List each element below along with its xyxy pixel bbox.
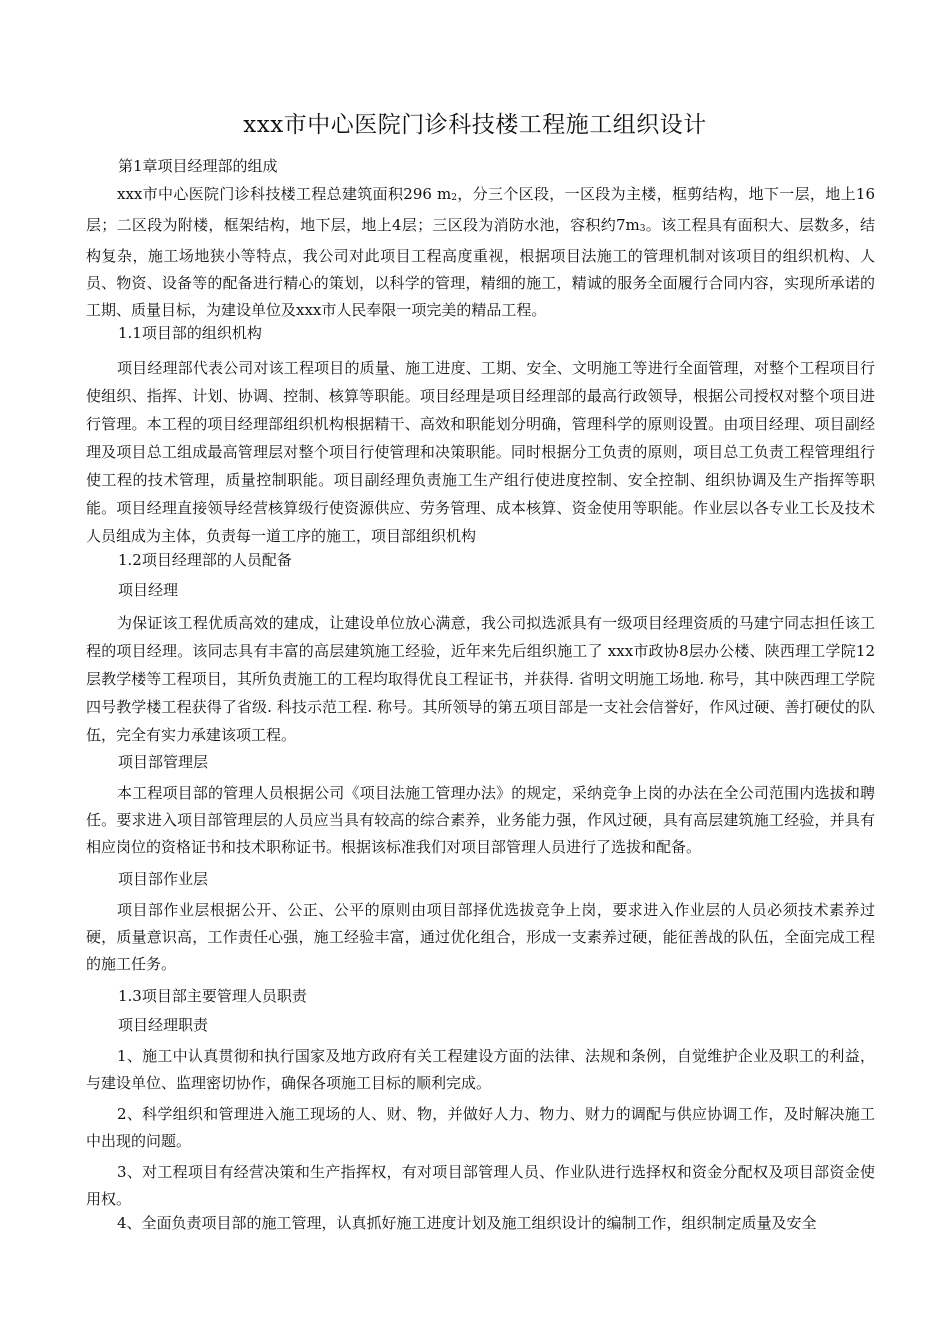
duty-item-3: 3、对工程项目有经营决策和生产指挥权，有对项目部管理人员、作业队进行选择权和资金分配权及项目部资金使用权。	[86, 1163, 875, 1208]
intro-text-1: xxx市中心医院门诊科技楼工程总建筑面积296 m	[117, 185, 452, 203]
intro-text-2: ，分三个区段，一区段为主楼，框剪结构，地下一层，地上16层；二区段为附楼，框架结构，地下层，地上4层；三区段为消防水池，容积约7m	[86, 185, 875, 234]
volume-unit-subscript: 3	[639, 224, 646, 234]
project-manager-heading: 项目经理	[118, 581, 179, 599]
management-layer-paragraph: 本工程项目部的管理人员根据公司《项目法施工管理办法》的规定，采纳竞争上岗的办法在全公司范围内选拔和聘任。要求进入项目部管理层的人员应当具有较高的综合素养，业务能力强，作风过硬，具有高层建筑施工经验，并具有相应岗位的资格证书和技术职称证书。根据该标准我们对项目部管理人员进行了选拔和配备。	[86, 784, 875, 856]
document-title: xxx市中心医院门诊科技楼工程施工组织设计	[243, 112, 707, 138]
chapter-heading: 第1章项目经理部的组成	[118, 157, 278, 175]
duty-item-2: 2、科学组织和管理进入施工现场的人、财、物，并做好人力、物力、财力的调配与供应协调工作，及时解决施工中出现的问题。	[86, 1105, 875, 1150]
management-layer-heading: 项目部管理层	[118, 753, 209, 771]
work-layer-paragraph: 项目部作业层根据公开、公正、公平的原则由项目部择优选拔竞争上岗，要求进入作业层的人员必须技术素养过硬，质量意识高，工作责任心强，施工经验丰富，通过优化组合，形成一支素养过硬，能征善战的队伍，全面完成工程的施工任务。	[86, 901, 875, 973]
duty-item-4: 4、全面负责项目部的施工管理，认真抓好施工进度计划及施工组织设计的编制工作，组织制定质量及安全	[117, 1214, 817, 1232]
pm-duties-heading: 项目经理职责	[118, 1016, 209, 1034]
intro-paragraph	[86, 181, 875, 324]
section-heading-1-2: 1.2项目经理部的人员配备	[118, 551, 292, 569]
work-layer-heading: 项目部作业层	[118, 870, 209, 888]
org-structure-paragraph: 项目经理部代表公司对该工程项目的质量、施工进度、工期、安全、文明施工等进行全面管理，对整个工程项目行使组织、指挥、计划、协调、控制、核算等职能。项目经理是项目经理部的最高行政领导，根据公司授权对整个项目进行管理。本工程的项目经理部组织机构根据精干、高效和职能划分明确，管理科学的原则设置。由项目经理、项目副经理及项目总工组成最高管理层对整个项目行使管理和决策职能。同时根据分工负责的原则，项目总工负责工程管理组行使工程的技术管理，质量控制职能。项目副经理负责施工生产组行使进度控制、安全控制、组织协调及生产指挥等职能。项目经理直接领导经营核算级行使资源供应、劳务管理、成本核算、资金使用等职能。作业层以各专业工长及技术人员组成为主体，负责每一道工序的施工，项目部组织机构	[86, 359, 875, 545]
intro-text-3: 。该工程具有面积大、层数多，结构复杂，施工场地狭小等特点，我公司对此项目工程高度重视，根据项目法施工的管理机制对该项目的组织机构、人员、物资、设备等的配备进行精心的策划，以科学的管理，精细的施工，精诚的服务全面履行合同内容，实现所承诺的工期、质量目标，为建设单位及xxx市人民奉限一项完美的精品工程。	[86, 216, 875, 319]
project-manager-paragraph: 为保证该工程优质高效的建成，让建设单位放心满意，我公司拟选派具有一级项目经理资质的马建宁同志担任该工程的项目经理。该同志具有丰富的高层建筑施工经验，近年来先后组织施工了 xxx市政协8层办公楼、陕西理工学院12层教学楼等工程项目，其所负责施工的工程均取得优良工程证书，并获得. 省明文明施工场地. 称号，其中陕西理工学院四号教学楼工程获得了省级. 科技示范工程. 称号。其所领导的第五项目部是一支社会信誉好，作风过硬、善打硬仗的队伍，完全有实力承建该项工程。	[86, 614, 875, 744]
duty-item-1: 1、施工中认真贯彻和执行国家及地方政府有关工程建设方面的法律、法规和条例，自觉维护企业及职工的利益，与建设单位、监理密切协作，确保各项施工目标的顺利完成。	[86, 1047, 875, 1092]
section-heading-1-3: 1.3项目部主要管理人员职责	[118, 987, 307, 1005]
section-heading-1-1: 1.1项目部的组织机构	[118, 324, 262, 342]
area-unit-subscript: 2	[451, 193, 457, 203]
